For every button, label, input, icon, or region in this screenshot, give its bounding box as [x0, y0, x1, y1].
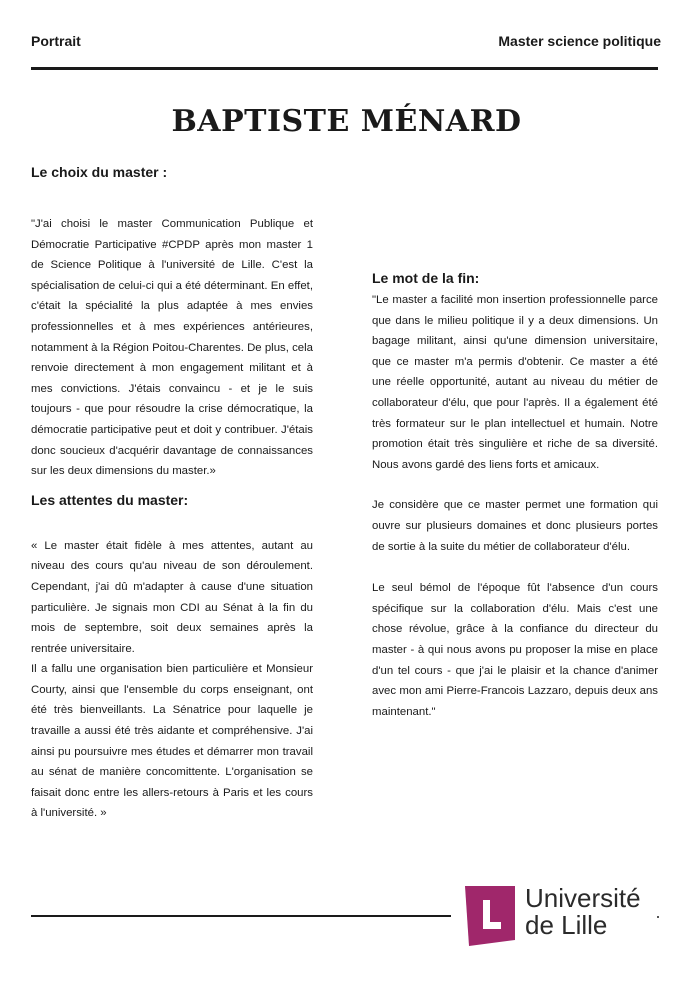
page-title: BAPTISTE MÉNARD: [171, 104, 522, 139]
final-word-text-2: Je considère que ce master permet une formation qui ouvre sur plusieurs domaines et donc plusieurs portes de sortie à la suite du métier de collaborateur d'élu.: [372, 499, 658, 553]
section-text-choice: "J'ai choisi le master Communication Publique et Démocratie Participative #CPDP après mon master 1 de Science Politique à l'université de Lille. C'est la spécialisation de celui-ci qui a été déterminant. En effet, c'était la spécialité la plus adaptée à mes envies professionnelles et à mes expériences antérieures, notamment à la Région Poitou-Charentes. De plus, cela renvoie directement à mon engagement militant et à mes convictions. J'étais convaincu - et je le suis toujours - que pour résoudre la crise démocratique, la démocratie participative peut et doit y contribuer. J'étais donc soucieux d'acquérir davantage de connaissances sur les deux dimensions du master.»: [31, 218, 313, 478]
right-column: [372, 270, 658, 722]
section-title-expectations: Les attentes du master:: [31, 491, 189, 508]
corner-dot: [657, 916, 659, 918]
left-column: [31, 164, 313, 824]
logo-wordmark: [525, 885, 641, 939]
logo-line-1: Université: [525, 883, 641, 913]
logo-line-2: de Lille: [525, 910, 608, 940]
top-divider: [31, 67, 658, 70]
final-word-text-1: "Le master a facilité mon insertion professionnelle parce que dans le milieu politique il y a deux dimensions. Un bagage militant, ainsi qu'une dimension universitaire, que ce master m'a permis d'obtenir. Ce master a été une réelle opportunité, autant au niveau du métier de collaborateur d'élu, que pour l'après. Il a également été très formateur sur le plan intellectuel et humain. Notre promotion était très singulière et riche de sa diversité. Nous avons gardé des liens forts et amicaux.: [372, 294, 658, 471]
bottom-divider: [31, 915, 451, 917]
final-word-text-3: Le seul bémol de l'époque fût l'absence d'un cours spécifique sur la collaboration d'élu. Mais c'est une chose révolue, grâce à la confiance du directeur du master - à qui nous avons pu proposer la mise en place d'un tel cours - que j'ai le plaisir et la chance d'animer avec mon ami Pierre-Francois Lazzaro, depuis deux ans maintenant.": [372, 582, 658, 718]
section-text-expectations-1: « Le master était fidèle à mes attentes, autant au niveau des cours qu'au niveau de son déroulement. Cependant, j'ai dû m'adapter à cause d'une situation particulière. Je signais mon CDI au Sénat à la fin du mois de septembre, soit deux semaines après la rentrée universitaire.: [31, 539, 313, 655]
section-title-final-word: Le mot de la fin:: [372, 270, 480, 286]
header-program-label: Master science politique: [498, 33, 661, 49]
section-text-expectations-2: Il a fallu une organisation bien particulière et Monsieur Courty, ainsi que l'ensemble du corps enseignant, ont été très bienveillants. La Sénatrice pour laquelle je travaille a aussi été très aidante et compréhensive. J'ai ainsi pu poursuivre mes études et démarrer mon travail au sénat de manière concomittente. L'organisation se faisait donc entre les allers-retours à Paris et les cours à l'université. »: [31, 663, 313, 820]
section-title-choice: Le choix du master :: [31, 164, 168, 180]
header-section-label: Portrait: [31, 33, 81, 49]
